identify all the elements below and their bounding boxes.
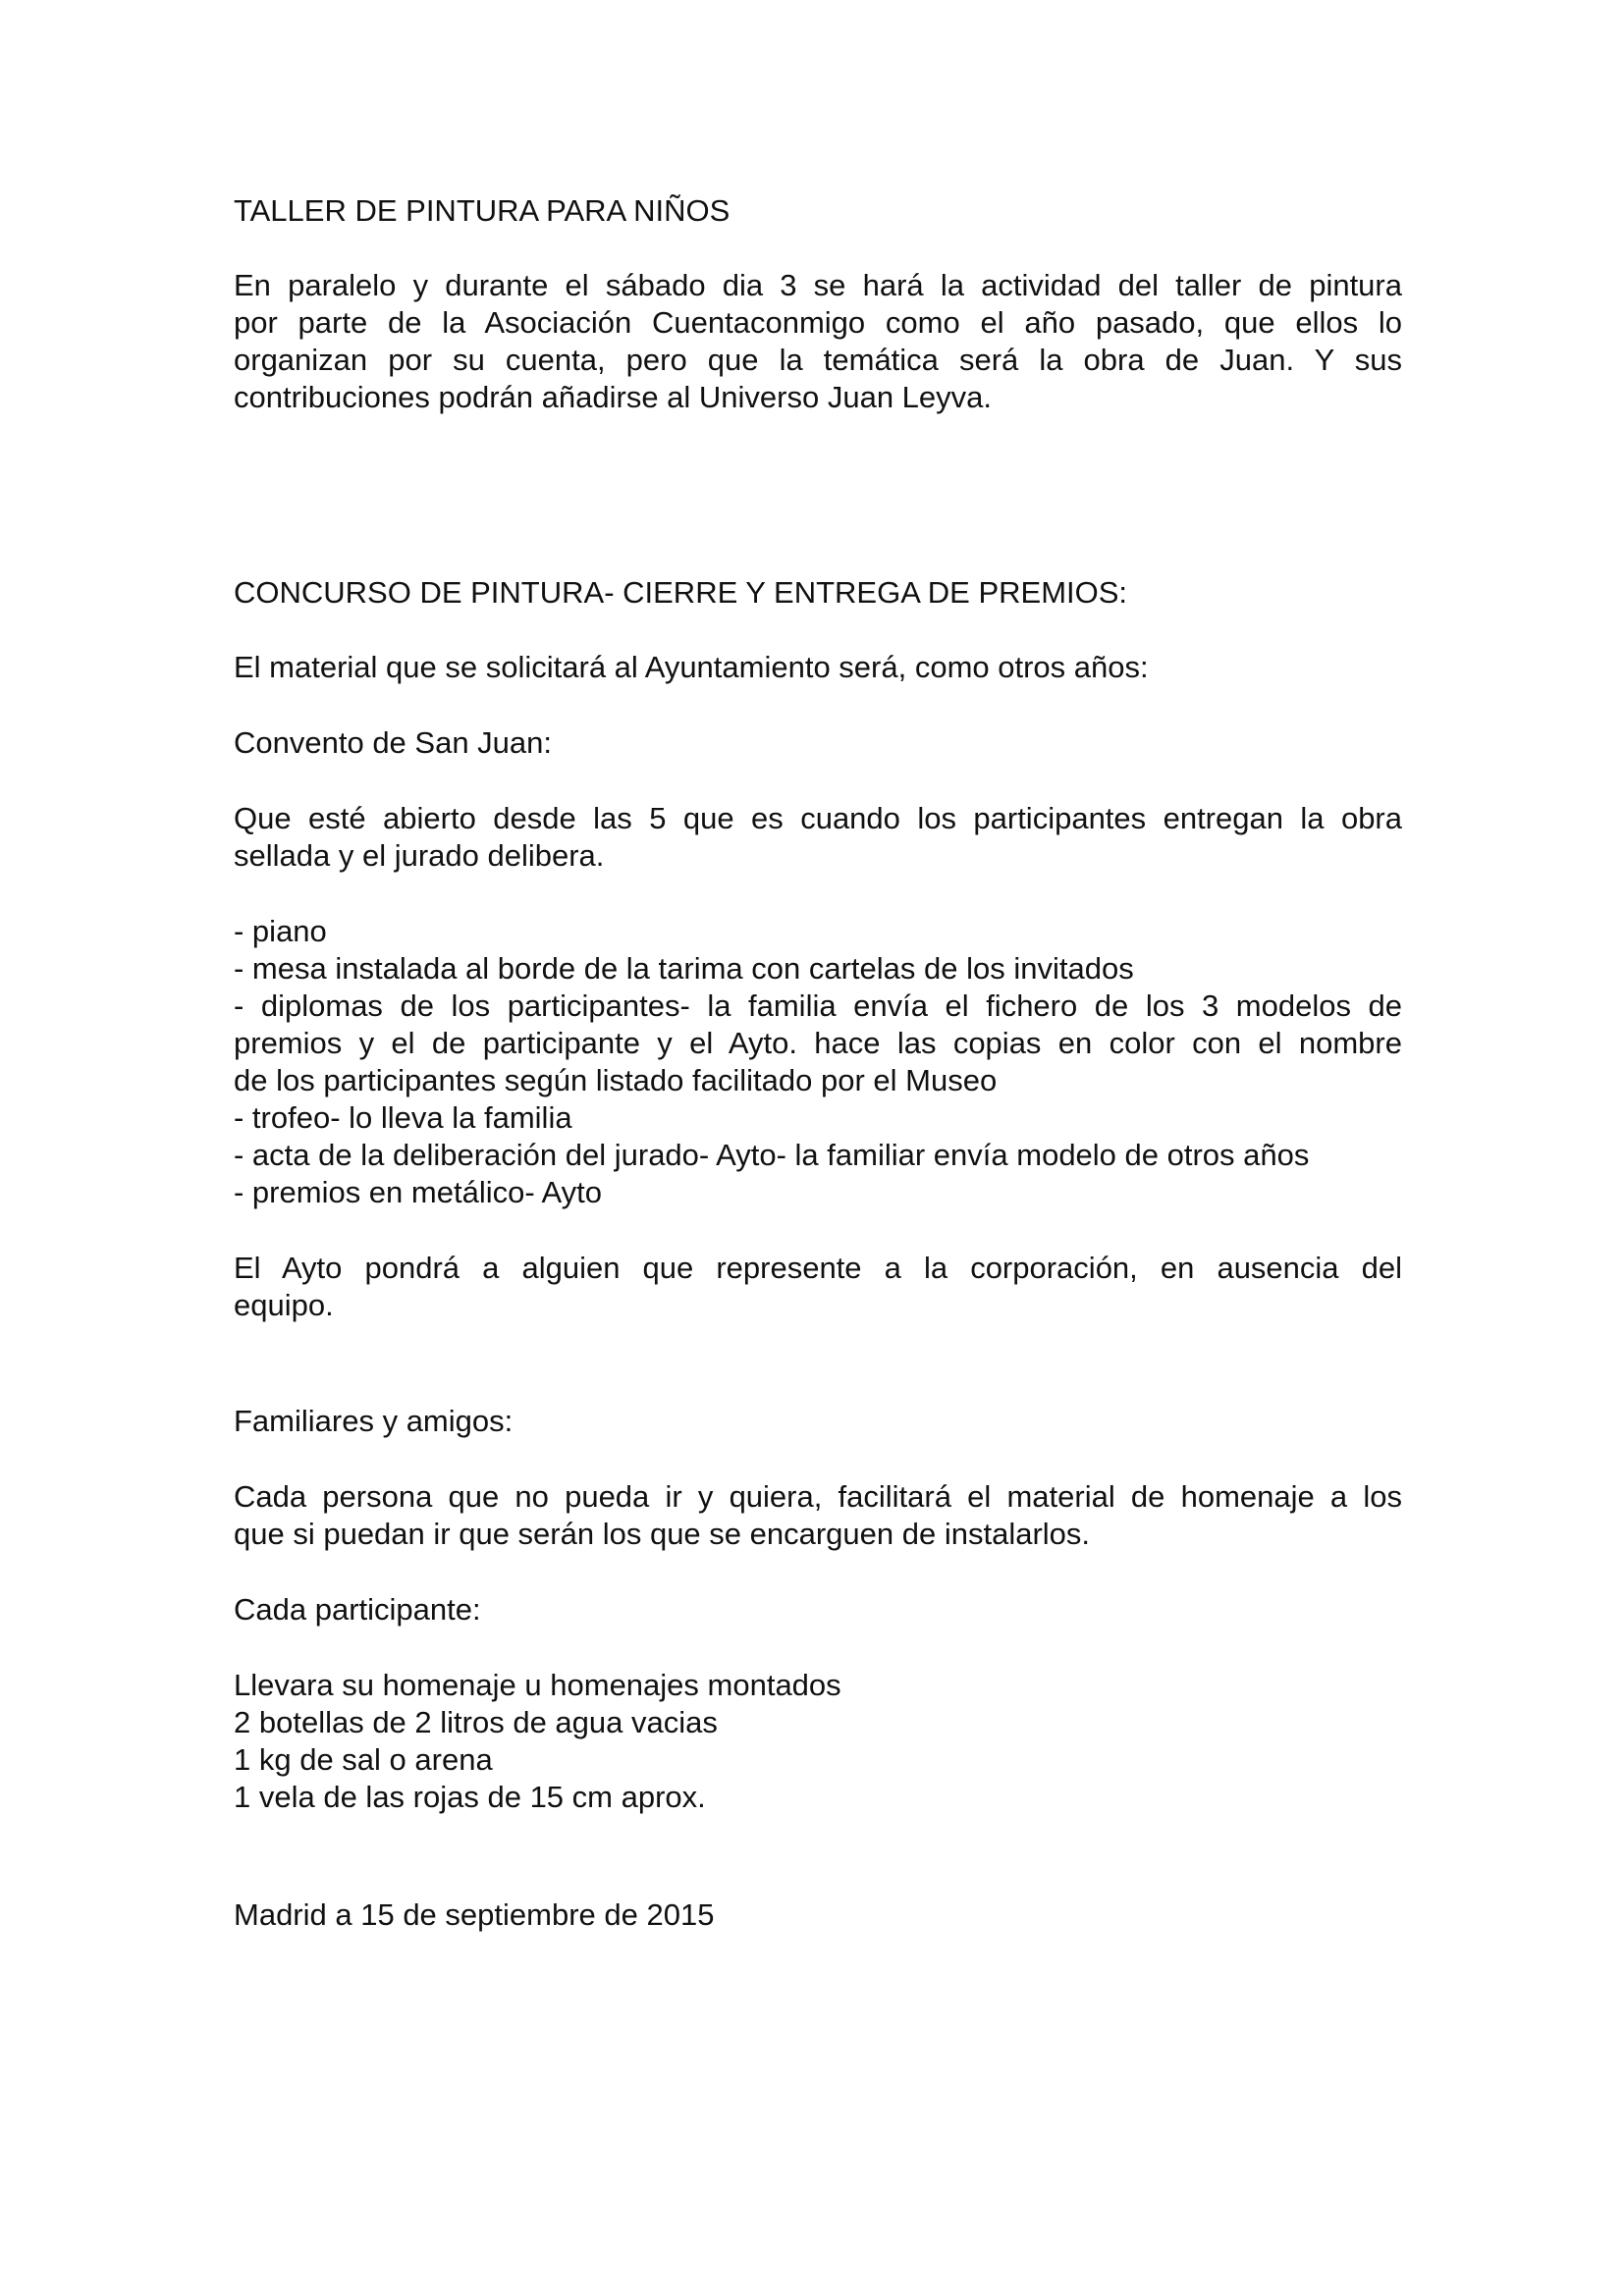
paragraph-taller-line-3: organizan por su cuenta, pero que la temática será la obra de Juan. Y sus (234, 343, 1402, 377)
list-participante-item: 2 botellas de 2 litros de agua vacias (234, 1705, 718, 1739)
paragraph-taller-line-4: contribuciones podrán añadirse al Universo Juan Leyva. (234, 380, 993, 414)
list-material-item: de los participantes según listado facilitado por el Museo (234, 1063, 998, 1097)
list-material-item: - piano (234, 914, 327, 948)
paragraph-material: El material que se solicitará al Ayuntamiento será, como otros años: (234, 650, 1149, 684)
list-material-item: - trofeo- lo lleva la familia (234, 1100, 572, 1135)
paragraph-taller-line-2: por parte de la Asociación Cuentaconmigo como el año pasado, que ellos lo (234, 305, 1402, 340)
heading-concurso: CONCURSO DE PINTURA- CIERRE Y ENTREGA DE PREMIOS: (234, 575, 1128, 610)
signature-date: Madrid a 15 de septiembre de 2015 (234, 1897, 715, 1932)
paragraph-ayto-line-1: El Ayto pondrá a alguien que represente a la corporación, en ausencia del (234, 1251, 1402, 1285)
list-participante-item: 1 kg de sal o arena (234, 1742, 493, 1777)
familiares-label: Familiares y amigos: (234, 1404, 514, 1438)
convento-label: Convento de San Juan: (234, 725, 553, 760)
paragraph-abierto-line-1: Que esté abierto desde las 5 que es cuando los participantes entregan la obra (234, 801, 1402, 835)
paragraph-familiares-line-1: Cada persona que no pueda ir y quiera, facilitará el material de homenaje a los (234, 1479, 1402, 1514)
paragraph-ayto-line-2: equipo. (234, 1288, 334, 1322)
list-material-item: - diplomas de los participantes- la familia envía el fichero de los 3 modelos de (234, 988, 1402, 1023)
list-material-item: - mesa instalada al borde de la tarima con cartelas de los invitados (234, 951, 1134, 986)
list-participante-item: Llevara su homenaje u homenajes montados (234, 1668, 841, 1702)
list-material-item: - premios en metálico- Ayto (234, 1175, 603, 1209)
heading-taller: TALLER DE PINTURA PARA NIÑOS (234, 193, 731, 228)
paragraph-familiares-line-2: que si puedan ir que serán los que se encarguen de instalarlos. (234, 1517, 1091, 1551)
list-participante-item: 1 vela de las rojas de 15 cm aprox. (234, 1780, 706, 1814)
list-material-item: premios y el de participante y el Ayto. hace las copias en color con el nombre (234, 1026, 1402, 1060)
participante-label: Cada participante: (234, 1592, 481, 1627)
paragraph-abierto-line-2: sellada y el jurado delibera. (234, 838, 605, 873)
paragraph-taller-line-1: En paralelo y durante el sábado dia 3 se hará la actividad del taller de pintura (234, 268, 1402, 302)
list-material-item: - acta de la deliberación del jurado- Ayto- la familiar envía modelo de otros años (234, 1138, 1310, 1172)
